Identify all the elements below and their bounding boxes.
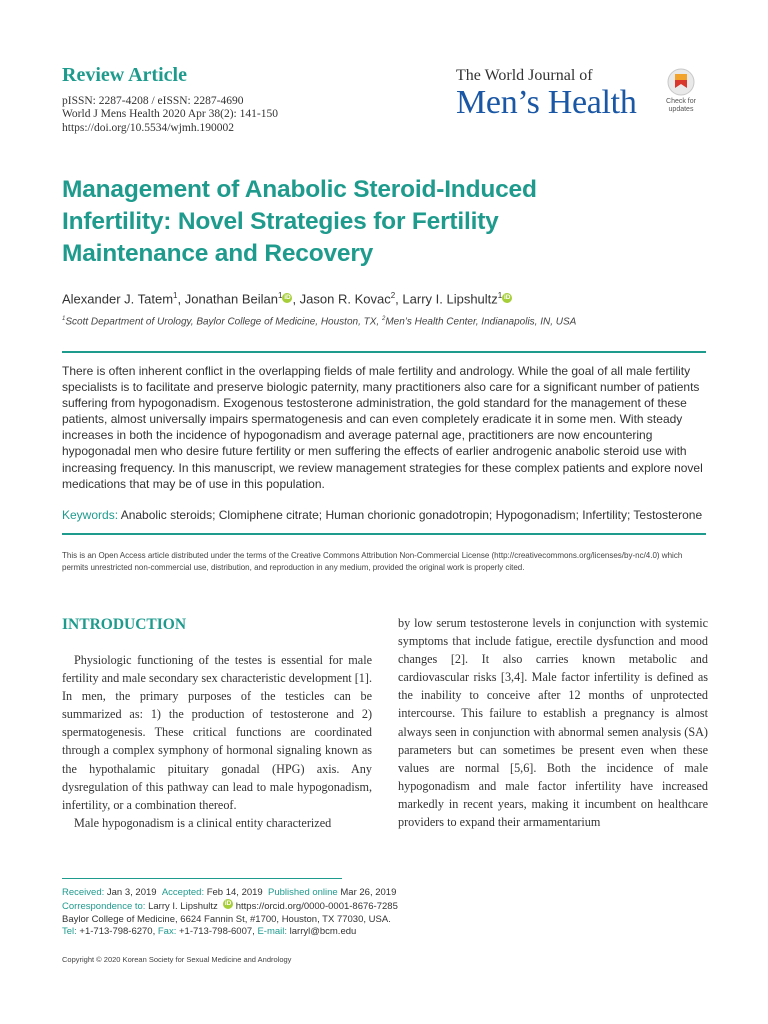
orcid-icon[interactable]: iD [224,900,232,908]
paragraph: by low serum testosterone levels in conjunction with systemic symptoms that include fatigue, erectile dysfunction and mood changes [2]. It also carries known metabolic and cardiovascular risks [3,4]. Male factor infertility is defined as the inability to conceive after 12 months of unprotected intercourse. This failure to establish a pregnancy is almost always seen in conjunction with abnormal semen analysis (SA) parameters but can sometimes be present even when these values are normal [5,6]. Both the incidence of male hypogonadism and male factor infertility have increased markedly in recent years, making it incumbent on healthcare providers to expand their armamentarium [398,616,708,830]
keywords-label: Keywords: [62,508,119,522]
divider [62,533,706,535]
address-line: Baylor College of Medicine, 6624 Fannin St, #1700, Houston, TX 77030, USA. [62,913,391,925]
doi-link[interactable]: https://doi.org/10.5534/wjmh.190002 [62,121,234,134]
divider [62,351,706,353]
footnote-divider [62,878,342,879]
orcid-link[interactable]: https://orcid.org/0000-0001-8676-7285 [233,901,398,913]
paragraph: Male hypogonadism is a clinical entity characterized [74,815,332,830]
author-name: Alexander J. Tatem [62,291,174,307]
contact-line: Tel: +1-713-798-6270, Fax: +1-713-798-6007, E-mail: larryl@bcm.edu [62,925,357,937]
orcid-icon[interactable]: iD [284,294,291,302]
dates-line: Received: Jan 3, 2019 Accepted: Feb 14, 2019 Published online Mar 26, 2019 [62,887,397,898]
journal-name-logo: Men’s Health [456,84,637,121]
orcid-icon[interactable]: iD [503,294,511,302]
body-column-right [398,614,708,831]
citation-line: World J Mens Health 2020 Apr 38(2): 141-150 [62,108,278,121]
author-name: Jason R. Kovac [299,291,391,307]
article-title [62,174,662,270]
copyright-notice: Copyright © 2020 Korean Society for Sexual Medicine and Andrology [62,955,292,964]
keywords [62,508,702,522]
body-column-left [62,651,372,832]
crossmark-label: Check for updates [666,98,696,113]
author-name: Larry I. Lipshultz [402,291,498,307]
footnotes [62,887,482,938]
crossmark-badge[interactable] [658,67,704,119]
title-line: Management of Anabolic Steroid-Induced [62,176,537,203]
paragraph: Physiologic functioning of the testes is essential for male fertility and male secondary sex characteristic development [1]. In men, the primary purposes of the testicles can be summarized as: 1) the production of testosterone and 2) spermatogenesis. These critical functions are coordinated through a complex symphony of hormonal signaling known as the hypothalamic pituitary gonadal (HPG) axis. Any dysregulation of this pathway can lead to male hypogonadism, infertility, or a combination thereof. [62,653,372,812]
issn-block [62,95,278,135]
license-notice: This is an Open Access article distributed under the terms of the Creative Commons Attribution Non-Commercial License (http://creativecommons.org/licenses/by-nc/4.0) which permits unrestricted non-commercial use, distribution, and reproduction in any medium, provided the original work is properly cited. [62,551,683,572]
keywords-text: Anabolic steroids; Clomiphene citrate; Human chorionic gonadotropin; Hypogonadism; Infertility; Testosterone [118,508,703,522]
affiliations: $^1$Scott Department of Urology, Baylor College of Medicine, Houston, TX, $^2$Men’s Health Center, Indianapolis, IN, USA [62,316,577,328]
crossmark-icon [658,67,704,99]
author-name: Jonathan Beilan [184,291,278,307]
author-list: Alexander J. Tatem$^1$, Jonathan Beilan$^1$ iD , Jason R. Kovac$^2$, Larry I. Lipshultz$^1$ iD [62,291,511,307]
abstract-text: There is often inherent conflict in the overlapping fields of male fertility and andrology. While the goal of all male fertility specialists is to facilitate and preserve biologic paternity, many practitioners also care for a significant number of patients suffering from hypogonadism. Exogenous testosterone administration, the gold standard for the management of these patients, almost universally impairs spermatogenesis and can even completely eradicate it in some men. With steady increases in both the incidence of hypogonadism and average paternal age, practitioners are now encountering hypogonadal men who desire future fertility or men suffering the effects of earlier androgenic anabolic steroid use with increasing frequency. In this manuscript, we review management strategies for these complex patients and explore novel medications that may be of use in this population. [62,364,703,491]
title-line: Maintenance and Recovery [62,240,374,267]
title-line: Infertility: Novel Strategies for Fertility [62,208,499,235]
section-heading: INTRODUCTION [62,616,187,633]
issn-line: pISSN: 2287-4208 / eISSN: 2287-4690 [62,95,244,107]
article-type-label: Review Article [62,64,187,86]
journal-name-line1: The World Journal of [456,67,593,84]
email-link[interactable]: larryl@bcm.edu [287,925,357,937]
correspondence-line: Correspondence to: Larry I. Lipshultz iD https://orcid.org/0000-0001-8676-7285 [62,900,398,913]
